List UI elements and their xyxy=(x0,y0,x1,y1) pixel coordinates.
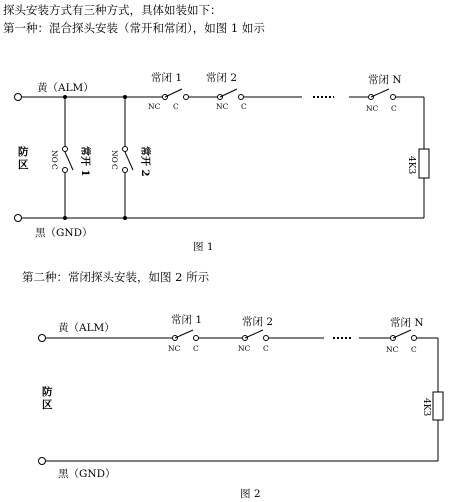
nc2-pin-b: C xyxy=(241,102,247,111)
no2-name: 常开 2 xyxy=(139,146,150,177)
ncn-pin-b: C xyxy=(411,345,417,354)
gnd-terminal xyxy=(39,458,46,465)
nc2-blade xyxy=(245,330,263,338)
gnd-wire-label: 黑（GND） xyxy=(58,468,116,480)
no2-contact xyxy=(123,168,128,173)
nc2-pin-a: NC xyxy=(238,344,251,353)
nc1-pin-b: C xyxy=(193,344,199,353)
ncn-contact xyxy=(412,336,417,341)
nc1-pin-b: C xyxy=(173,102,179,111)
nc2-blade xyxy=(220,89,237,97)
intro-line-1: 探头安装方式有三种方式，具体如装如下： xyxy=(3,3,222,17)
intro-line-2: 第一种：混合探头安装（常开和常闭），如图 1 如示 xyxy=(3,21,265,35)
nc1-contact xyxy=(184,95,189,100)
no2-pin-b: C xyxy=(110,164,119,170)
nc2-contact xyxy=(264,336,269,341)
nc1-name: 常闭 1 xyxy=(171,314,203,326)
no1-pin-b: C xyxy=(50,164,59,170)
gnd-terminal xyxy=(15,215,22,222)
ncn-blade xyxy=(371,89,389,97)
junction-dot xyxy=(123,216,127,220)
nc1-pin-a: NC xyxy=(168,344,181,353)
no2-pin-a: NO xyxy=(110,150,119,163)
figure-2-caption: 图 2 xyxy=(240,488,261,500)
zone-label: 防区 xyxy=(18,146,29,171)
nc1-contact xyxy=(194,336,199,341)
ncn-pin-b: C xyxy=(391,104,397,113)
alm-wire-label: 黄（ALM） xyxy=(58,322,115,334)
no1-pin-a: NO xyxy=(50,150,59,163)
nc2-contact xyxy=(239,95,244,100)
ncn-blade xyxy=(393,330,411,338)
junction-dot xyxy=(63,95,67,99)
resistor-4k3 xyxy=(433,392,443,420)
ncn-contact xyxy=(391,95,396,100)
nc1-blade xyxy=(165,89,182,97)
nc2-name: 常闭 2 xyxy=(242,316,274,328)
no1-name: 常开 1 xyxy=(79,146,90,177)
zone-label: 防区 xyxy=(42,386,53,411)
nc1-pin-a: NC xyxy=(148,102,161,111)
figure-1-caption: 图 1 xyxy=(193,241,214,253)
junction-dot xyxy=(123,95,127,99)
resistor-label: 4K3 xyxy=(421,398,431,417)
ncn-pin-a: NC xyxy=(366,104,379,113)
ncn-name: 常闭 N xyxy=(368,74,402,86)
junction-dot xyxy=(63,216,67,220)
resistor-4k3 xyxy=(419,149,429,178)
ncn-name: 常闭 N xyxy=(390,317,424,329)
nc1-blade xyxy=(175,330,193,338)
no2-contact xyxy=(123,147,128,152)
gnd-wire-label: 黑（GND） xyxy=(35,227,93,239)
nc2-pin-a: NC xyxy=(216,102,229,111)
alm-wire-label: 黄（ALM） xyxy=(37,82,94,94)
no1-contact xyxy=(63,147,68,152)
alm-terminal xyxy=(39,335,46,342)
no1-contact xyxy=(63,168,68,173)
intro-line-3: 第二种：常闭探头安装，如图 2 所示 xyxy=(22,270,210,284)
nc2-pin-b: C xyxy=(263,344,269,353)
nc1-name: 常闭 1 xyxy=(151,72,183,84)
ncn-pin-a: NC xyxy=(386,345,399,354)
resistor-label: 4K3 xyxy=(406,156,416,175)
nc2-name: 常闭 2 xyxy=(206,72,238,84)
alm-terminal xyxy=(15,94,22,101)
